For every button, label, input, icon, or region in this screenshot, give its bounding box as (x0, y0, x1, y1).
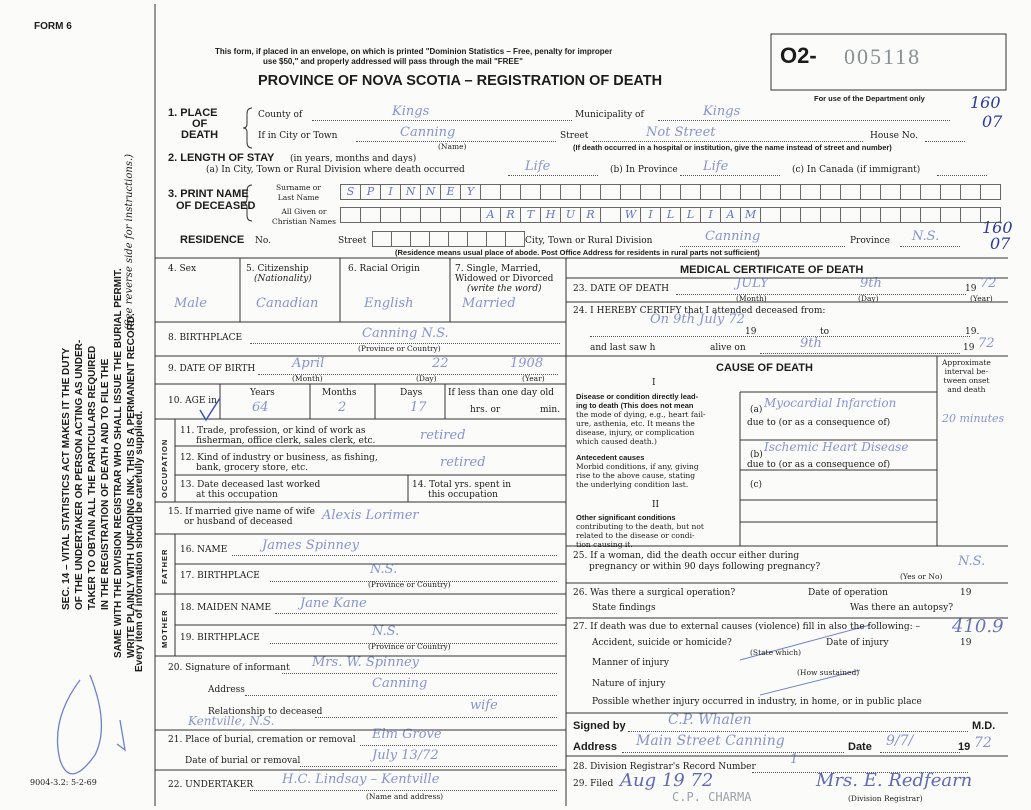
mother-bp-label: 19. BIRTHPLACE (180, 633, 260, 643)
notice-line-1: This form, if placed in an envelope, on which is printed "Dominion Statistics – Free, penalty for improper (215, 47, 613, 56)
informant-sig-label: 20. Signature of informant (168, 663, 290, 673)
name-char-box (981, 184, 1001, 200)
occ-14-label: 14. Total yrs. spent in this occupation (412, 480, 511, 500)
q27-date: Date of injury (826, 638, 889, 648)
other-label: Other significant conditions (576, 513, 676, 522)
dob-label: 9. DATE OF BIRTH (168, 364, 256, 374)
name-char-box (372, 231, 392, 247)
stay-a-value: Life (525, 159, 551, 174)
name-char-box: T (521, 207, 541, 223)
signed-md: M.D. (972, 720, 996, 732)
name-char-box (821, 184, 841, 200)
cause-a-label: (a) (750, 405, 763, 415)
name-char-box (861, 184, 881, 200)
residence-street-boxes (372, 231, 525, 247)
dod-label: 23. DATE OF DEATH (573, 284, 669, 294)
q27-code: 410.9 (952, 616, 1004, 637)
cause-ii: II (652, 500, 660, 510)
q26-date-label: Date of operation (808, 588, 888, 598)
cause-a: Myocardial Infarction (764, 396, 897, 410)
name-char-box (487, 231, 506, 247)
signed-date-label: Date (848, 741, 872, 753)
name-char-box (761, 184, 781, 200)
name-char-box (841, 184, 861, 200)
name-char-box (941, 184, 961, 200)
occ-11-label: 11. Trade, profession, or kind of work as fisherman, office clerk, sales clerk, etc. (180, 426, 376, 446)
dob-year: 1908 (510, 356, 544, 371)
certify-label: 24. I HEREBY CERTIFY that I attended deceased from: (573, 306, 826, 316)
signed-by-label: Signed by (573, 720, 626, 732)
place-label: 1. PLACE OF DEATH (168, 107, 219, 141)
age-months-label: Months (322, 388, 357, 398)
form-title: PROVINCE OF NOVA SCOTIA – REGISTRATION OF DEATH (258, 73, 663, 89)
birthplace-label: 8. BIRTHPLACE (168, 333, 243, 343)
name-char-box (441, 207, 461, 223)
county-value: Kings (392, 104, 430, 119)
signed-yr: 72 (974, 735, 992, 751)
side-every-item: Every item of information should be carefully supplied. (134, 410, 145, 672)
spouse-label: 15. If married give name of wife or husband of deceased (168, 507, 315, 527)
burial-date-label: Date of burial or removal (185, 756, 301, 766)
name-char-box (961, 207, 981, 223)
side-instructions-2: SAME WITH THE DIVISION REGISTRAR WHO SHALL ISSUE THE BURIAL PERMIT. WRITE PLAINLY WITH UNFADING INK. THIS IS A PERMANENT RECORD. (113, 268, 137, 658)
name-char-box (901, 184, 921, 200)
name-char-box: A (481, 207, 501, 223)
q29-label: 29. Filed (573, 779, 614, 789)
side-see-reverse: (See reverse side for instructions.) (124, 153, 135, 330)
street-value: Not Street (646, 125, 716, 140)
mother-maiden-label: 18. MAIDEN NAME (180, 603, 272, 613)
name-char-box (481, 184, 501, 200)
name-char-box (506, 231, 525, 247)
undertaker-label: 22. UNDERTAKER (168, 780, 254, 790)
occ-12-label: 12. Kind of industry or business, as fishing, bank, grocery store, etc. (180, 453, 378, 473)
dod-yr-pre: 19 (965, 284, 977, 294)
cause-c-label: (c) (750, 480, 763, 490)
name-char-box: L (681, 207, 701, 223)
age-months: 2 (338, 400, 347, 415)
alive-yr: 72 (978, 336, 995, 351)
signed-addr-label: Address (573, 741, 618, 753)
occ-11-value: retired (420, 428, 466, 443)
name-char-box (941, 207, 961, 223)
house-label: House No. (870, 131, 918, 141)
name-char-box (601, 184, 621, 200)
name-char-box: N (401, 184, 421, 200)
name-char-box (921, 207, 941, 223)
residence-street: Street (338, 236, 367, 246)
age-min-label: min. (540, 405, 561, 415)
father-side: FATHER (160, 548, 169, 584)
cause-a-interval: 20 minutes (942, 412, 1005, 425)
mother-side: MOTHER (160, 609, 169, 648)
signed-by: C.P. Whalen (668, 712, 752, 728)
name-char-box (581, 184, 601, 200)
name-char-box: P (361, 184, 381, 200)
name-char-box: W (621, 207, 641, 223)
name-char-box (781, 184, 801, 200)
mother-bp-sub: (Province or Country) (368, 642, 451, 651)
q25-yn: (Yes or No) (900, 572, 943, 581)
city-label: If in City or Town (258, 131, 338, 141)
father-bp-sub: (Province or Country) (368, 580, 451, 589)
burial-above: Kentville, N.S. (188, 714, 275, 728)
name-char-box (621, 184, 641, 200)
name-char-box (961, 184, 981, 200)
name-char-box (411, 231, 430, 247)
residence-prov: N.S. (912, 229, 940, 244)
name-char-box (841, 207, 861, 223)
name-char-box (641, 184, 661, 200)
age-days: 17 (410, 400, 427, 415)
q27-label: 27. If death was due to external causes (violence) fill in also the following: – (573, 622, 921, 632)
informant-rel: wife (470, 698, 498, 713)
birthplace-sub: (Province or Country) (358, 344, 441, 353)
reg-number: 005118 (844, 44, 922, 69)
name-char-box: U (561, 207, 581, 223)
sex-value: Male (174, 296, 207, 311)
name-char-box: E (441, 184, 461, 200)
occ-13-label: 13. Date deceased last worked at this occupation (180, 480, 321, 500)
name-char-box: Y (461, 184, 481, 200)
dod-year: 72 (980, 276, 997, 291)
age-hrs-label: hrs. or (470, 405, 501, 415)
side-instructions: SEC. 14 – VITAL STATISTICS ACT MAKES IT THE DUTY OF THE UNDERTAKER OR PERSON ACTING AS UNDER- TAKER TO OBTAIN ALL THE PARTICULARS REQUIRED IN THE REGISTRATION OF DEATH AND TO FILE THE (61, 339, 111, 610)
age-lt-label: If less than one day old (448, 388, 555, 398)
from-yr: 19 (745, 327, 757, 337)
name-char-box: I (641, 207, 661, 223)
father-bp-label: 17. BIRTHPLACE (180, 571, 260, 581)
name-char-box (401, 207, 421, 223)
burial-date: July 13/72 (372, 748, 439, 763)
cause-i: I (652, 378, 656, 388)
name-char-box (541, 184, 561, 200)
name-char-box (381, 207, 401, 223)
name-char-box: I (701, 207, 721, 223)
q27-acc: Accident, suicide or homicide? (592, 638, 732, 648)
due-a: due to (or as a consequence of) (747, 418, 891, 428)
stay-a-label: (a) In City, Town or Rural Division where death occurred (206, 165, 465, 175)
name-label: 3. PRINT NAME OF DECEASED (168, 188, 256, 212)
dod-d-hint: (Day) (858, 294, 879, 303)
cause-title: CAUSE OF DEATH (716, 362, 813, 374)
alive-yr-pre: 19 (963, 343, 975, 353)
name-char-box: L (661, 207, 681, 223)
name-char-box (741, 184, 761, 200)
name-char-box (430, 231, 449, 247)
dept-code-2: 07 (982, 112, 1003, 131)
to-label: to (820, 327, 830, 337)
dept-code-1: 160 (970, 93, 1001, 112)
name-char-box (661, 184, 681, 200)
stay-c-label: (c) In Canada (if immigrant) (792, 165, 921, 175)
age-days-label: Days (400, 388, 423, 398)
age-years-label: Years (250, 388, 275, 398)
dob-day-hint: (Day) (416, 374, 437, 383)
name-char-box (721, 184, 741, 200)
signed-yr-pre: 19 (958, 741, 971, 753)
county-label: County of (258, 110, 303, 120)
name-char-box (761, 207, 781, 223)
father-name-label: 16. NAME (180, 545, 228, 555)
residence-note: (Residence means usual place of abode. Post Office Address for residents in rural parts not sufficient) (395, 248, 760, 257)
interval-header: Approximate interval be- tween onset and death (942, 358, 991, 394)
undertaker-value: H.C. Lindsay – Kentville (282, 772, 440, 787)
residence-city-label: City, Town or Rural Division (525, 236, 653, 246)
name-char-box (340, 207, 361, 223)
q27-nature: Nature of injury (592, 679, 666, 689)
name-char-box (601, 207, 621, 223)
name-char-box: R (501, 207, 521, 223)
notice-line-2: use $50," and properly addressed will pass through the mail "FREE" (263, 57, 523, 66)
antecedent-desc: Morbid conditions, if any, giving rise to the above cause, stating the underlying condition last. (576, 462, 699, 489)
dod-m-hint: (Month) (736, 294, 767, 303)
stay-label: 2. LENGTH OF STAY (168, 152, 275, 164)
informant-addr: Canning (372, 676, 428, 691)
name-char-box (392, 231, 411, 247)
name-char-box (781, 207, 801, 223)
name-char-box: A (721, 207, 741, 223)
cause-b: Ischemic Heart Disease (764, 440, 909, 454)
to-yr: 19. (965, 327, 980, 337)
form-code: 9004-3.2: 5-2-69 (30, 778, 97, 787)
q25-label: 25. If a woman, did the death occur either during pregnancy or within 90 days following pregnancy? (573, 551, 821, 572)
dod-day: 9th (860, 276, 882, 291)
direct-desc: Disease or condition directly lead- ing to death (This does not mean the mode of dying, e.g., heart fail- ure, asthenia, etc. It means the disease, injury, or complication which caused death.) (576, 392, 706, 446)
age-label: 10. AGE in (168, 396, 217, 406)
name-char-box (461, 207, 481, 223)
name-char-box: I (381, 184, 401, 200)
muni-label: Municipality of (575, 110, 644, 120)
name-char-box (561, 184, 581, 200)
name-char-box (361, 207, 381, 223)
medical-title: MEDICAL CERTIFICATE OF DEATH (680, 264, 864, 276)
dept-code-3: 160 (982, 218, 1013, 237)
stay-b-label: (b) In Province (610, 165, 678, 175)
name-char-box (981, 207, 1001, 223)
birthplace-value: Canning N.S. (362, 326, 449, 341)
q28-label: 28. Division Registrar's Record Number (573, 762, 756, 772)
q27-state: (State which) (750, 648, 801, 657)
informant-sig: Mrs. W. Spinney (312, 655, 419, 670)
name-char-box (449, 231, 468, 247)
surname-label: Surname or Last Name (276, 183, 321, 202)
given-label: All Given or Christian Names (272, 207, 336, 226)
q26-yr: 19 (960, 588, 972, 598)
name-char-box (881, 184, 901, 200)
name-char-box (681, 184, 701, 200)
q27-manner: Manner of injury (592, 658, 669, 668)
informant-rel-label: Relationship to deceased (208, 707, 323, 717)
mother-maiden: Jane Kane (300, 596, 367, 611)
father-bp: N.S. (370, 562, 398, 577)
stay-b-value: Life (703, 159, 729, 174)
q25-value: N.S. (958, 554, 986, 569)
q26-findings: State findings (592, 603, 656, 613)
reg-prefix: O2- (780, 43, 817, 68)
last-saw-label: and last saw h (590, 343, 656, 353)
residence-no: No. (255, 236, 271, 246)
q29-stamp: C.P. CHARMA (672, 790, 752, 804)
name-char-box (861, 207, 881, 223)
dob-day: 22 (432, 356, 449, 371)
q26-label: 26. Was there a surgical operation? (573, 588, 736, 598)
racial-value: English (364, 296, 414, 311)
dob-month-hint: (Month) (292, 374, 323, 383)
dob-month: April (292, 356, 325, 371)
q29-filed: Aug 19 72 (620, 770, 714, 791)
due-b: due to (or as a consequence of) (747, 460, 891, 470)
racial-label: 6. Racial Origin (348, 264, 420, 274)
name-char-box: H (541, 207, 561, 223)
muni-value: Kings (703, 104, 741, 119)
name-char-box (521, 184, 541, 200)
mother-bp: N.S. (372, 624, 400, 639)
dept-code-4: 07 (990, 234, 1011, 253)
given-boxes (340, 207, 1001, 223)
name-char-box (881, 207, 901, 223)
name-char-box (801, 184, 821, 200)
name-char-box (801, 207, 821, 223)
q27-work: Possible whether injury occurred in industry, in home, or in public place (592, 697, 922, 707)
q29-reg-label: (Division Registrar) (848, 794, 923, 803)
city-value: Canning (400, 125, 456, 140)
dod-month: JULY (736, 276, 769, 291)
name-char-box (901, 207, 921, 223)
dod-y-hint: (Year) (970, 294, 993, 303)
antecedent-label: Antecedent causes (576, 453, 645, 462)
marital-label: 7. Single, Married, Widowed or Divorced (write the word) (455, 264, 554, 294)
q27-yr: 19 (960, 638, 972, 648)
city-name-hint: (Name) (438, 142, 467, 151)
alive-on: 9th (800, 336, 822, 351)
burial-place: Elm Grove (372, 727, 442, 742)
age-years: 64 (252, 400, 269, 415)
undertaker-sub: (Name and address) (366, 792, 444, 801)
citizenship-value: Canadian (256, 296, 319, 311)
residence-city: Canning (705, 229, 761, 244)
alive-label: alive on (710, 343, 746, 353)
burial-place-label: 21. Place of burial, cremation or removal (168, 735, 356, 745)
dob-year-hint: (Year) (522, 374, 545, 383)
attended-from: On 9th July 72 (650, 312, 745, 327)
name-char-box: R (581, 207, 601, 223)
q29-registrar: Mrs. E. Redfearn (816, 770, 973, 791)
q27-how: (How sustained) (797, 668, 860, 677)
occ-12-value: retired (440, 455, 486, 470)
marital-value: Married (462, 296, 516, 311)
name-char-box (921, 184, 941, 200)
name-char-box (821, 207, 841, 223)
sex-label: 4. Sex (168, 264, 197, 274)
surname-boxes (340, 184, 1001, 200)
q26-autopsy: Was there an autopsy? (850, 603, 954, 613)
occupation-side: OCCUPATION (160, 438, 169, 498)
name-char-box: N (421, 184, 441, 200)
name-char-box (468, 231, 487, 247)
stay-sub: (in years, months and days) (290, 154, 417, 164)
dept-use-label: For use of the Department only (814, 94, 925, 103)
name-char-box (701, 184, 721, 200)
name-char-box: M (741, 207, 761, 223)
residence-prov-label: Province (850, 236, 890, 246)
signed-addr: Main Street Canning (636, 733, 785, 749)
hospital-note: (If death occurred in a hospital or institution, give the name instead of street and number) (573, 143, 892, 152)
name-char-box (421, 207, 441, 223)
signed-date: 9/7/ (886, 733, 914, 749)
spouse-value: Alexis Lorimer (322, 508, 419, 523)
citizenship-label: 5. Citizenship (Nationality) (246, 264, 312, 284)
q28-value: 1 (790, 752, 799, 767)
father-name: James Spinney (262, 538, 359, 553)
informant-addr-label: Address (208, 685, 245, 695)
cause-b-label: (b) (750, 450, 763, 460)
street-label: Street (560, 131, 589, 141)
form-label: FORM 6 (34, 21, 72, 32)
name-char-box: S (340, 184, 361, 200)
name-char-box (501, 184, 521, 200)
other-desc: contributing to the death, but not related to the disease or condi- tion causing it. (576, 522, 704, 549)
residence-label: RESIDENCE (180, 234, 245, 246)
